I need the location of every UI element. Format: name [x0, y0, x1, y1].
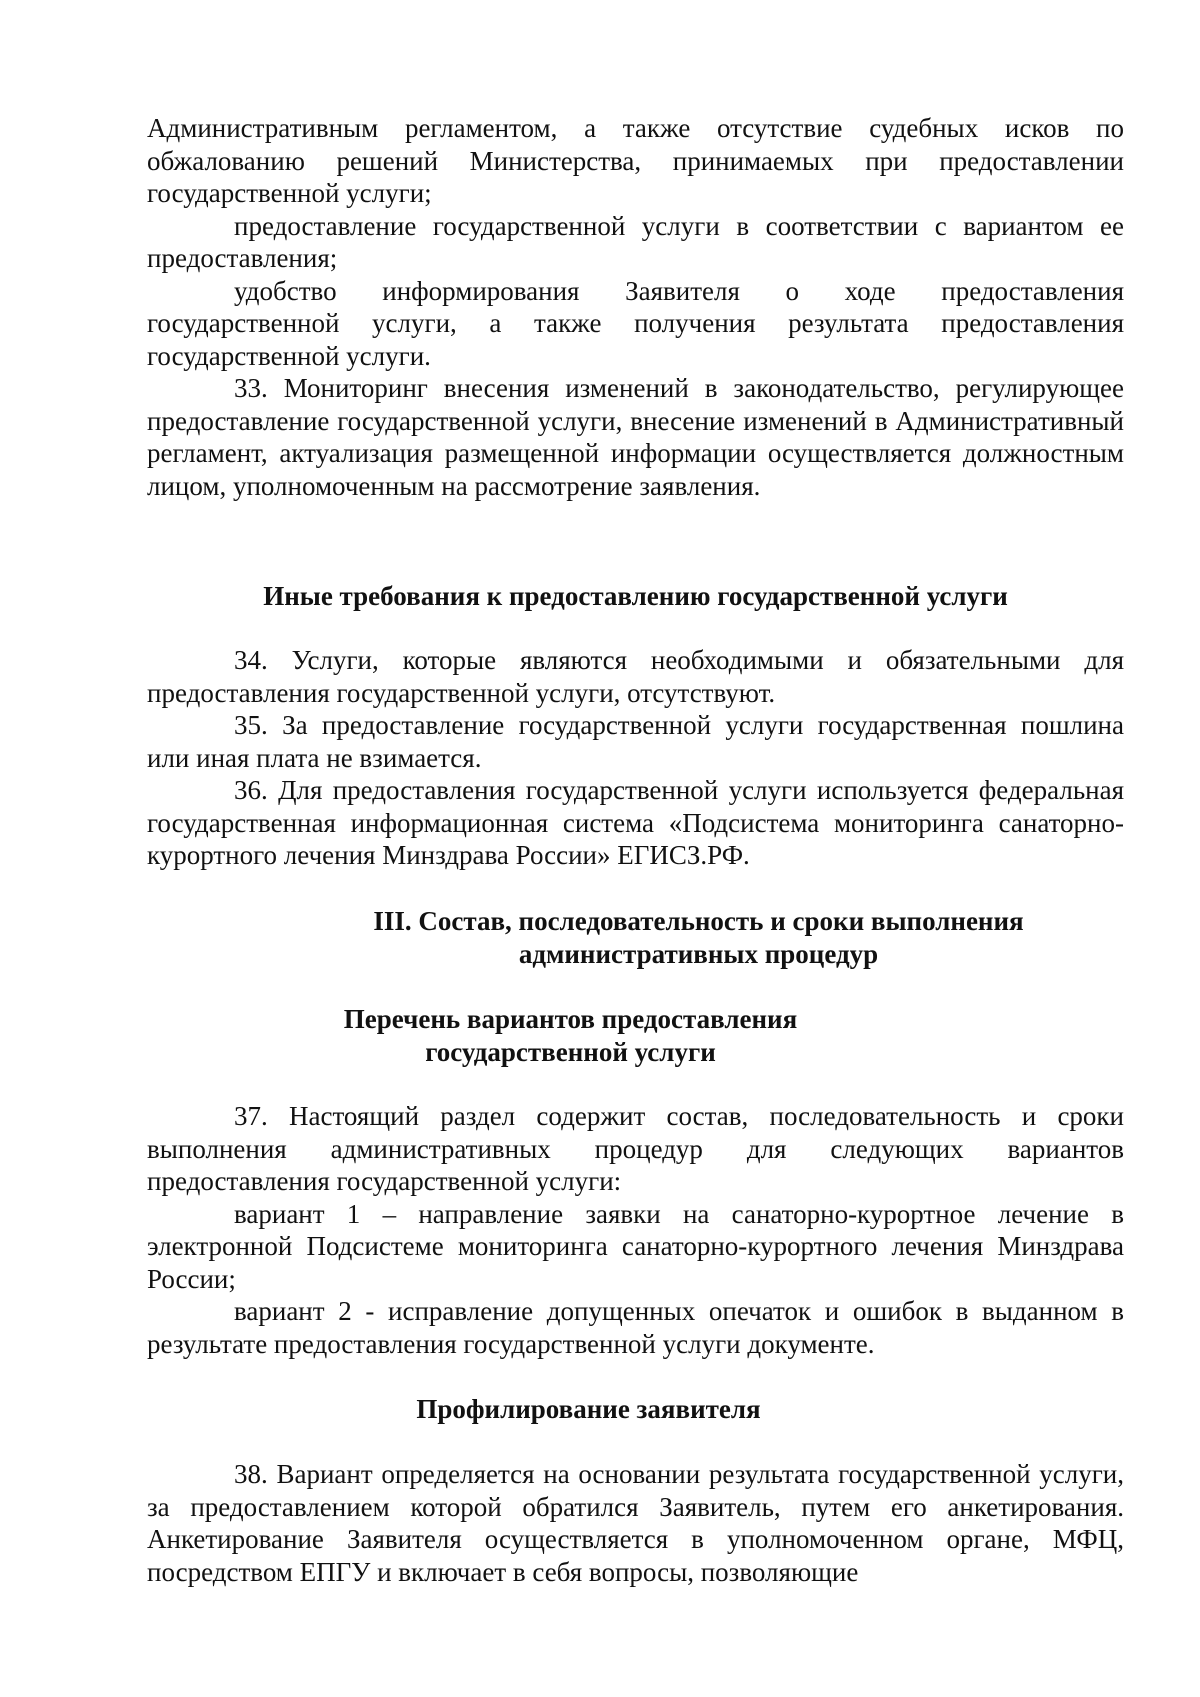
section-heading-part-3: [210, 905, 1187, 970]
section-heading-part-3-line-1: III. Состав, последовательность и сроки выполнения: [373, 906, 1024, 936]
paragraph-variant-1: вариант 1 – направление заявки на санаторно-курортное лечение в электронной Подсистеме мониторинга санаторно-курортного лечения Минздрава России;: [147, 1198, 1124, 1294]
paragraph-38: 38. Вариант определяется на основании результата государственной услуги, за предоставлением которой обратился Заявитель, путем его анкетирования. Анкетирование Заявителя осуществляется в уполномоченном органе, МФЦ, посредством ЕПГУ и включает в себя вопросы, позволяющие: [147, 1459, 1124, 1587]
text-block-1: [147, 112, 1124, 502]
paragraph-informing-convenience: удобство информирования Заявителя о ходе предоставления государственной услуги, а также получения результата предоставления государственной услуги.: [147, 275, 1124, 371]
section-heading-part-3-line-2: административных процедур: [518, 938, 879, 969]
paragraph-36: 36. Для предоставления государственной услуги используется федеральная государственная информационная система «Подсистема мониторинга санаторно-курортного лечения Минздрава России» ЕГИСЗ.РФ.: [147, 775, 1124, 870]
section-heading-variant-list: [82, 1003, 1059, 1068]
text-block-2: [147, 644, 1124, 872]
paragraph-37: 37. Настоящий раздел содержит состав, последовательность и сроки выполнения административных процедур для следующих вариантов предоставления государственной услуги:: [147, 1101, 1124, 1196]
section-heading-other-requirements: Иные требования к предоставлению государственной услуги: [263, 581, 1008, 611]
text-block-4: [147, 1458, 1124, 1588]
paragraph-variant-2: вариант 2 - исправление допущенных опечаток и ошибок в выданном в результате предоставления государственной услуги документе.: [147, 1296, 1124, 1359]
paragraph-33: 33. Мониторинг внесения изменений в законодательство, регулирующее предоставление государственной услуги, внесение изменений в Административный регламент, актуализация размещенной информации осуществляется должностным лицом, уполномоченным на рассмотрение заявления.: [147, 373, 1124, 501]
section-heading-variant-list-line-1: Перечень вариантов предоставления: [343, 1004, 798, 1034]
text-block-3: [147, 1100, 1124, 1360]
section-heading-variant-list-line-2: государственной услуги: [425, 1036, 716, 1067]
paragraph-34: 34. Услуги, которые являются необходимыми и обязательными для предоставления государственной услуги, отсутствуют.: [147, 645, 1124, 708]
paragraph-continuation: Административным регламентом, а также отсутствие судебных исков по обжалованию решений Министерства, принимаемых при предоставлении государственной услуги;: [147, 113, 1124, 208]
section-heading-applicant-profiling: Профилирование заявителя: [416, 1394, 761, 1424]
paragraph-35: 35. За предоставление государственной услуги государственная пошлина или иная плата не взимается.: [147, 710, 1124, 773]
paragraph-variant-provision: предоставление государственной услуги в соответствии с вариантом ее предоставления;: [147, 210, 1124, 273]
